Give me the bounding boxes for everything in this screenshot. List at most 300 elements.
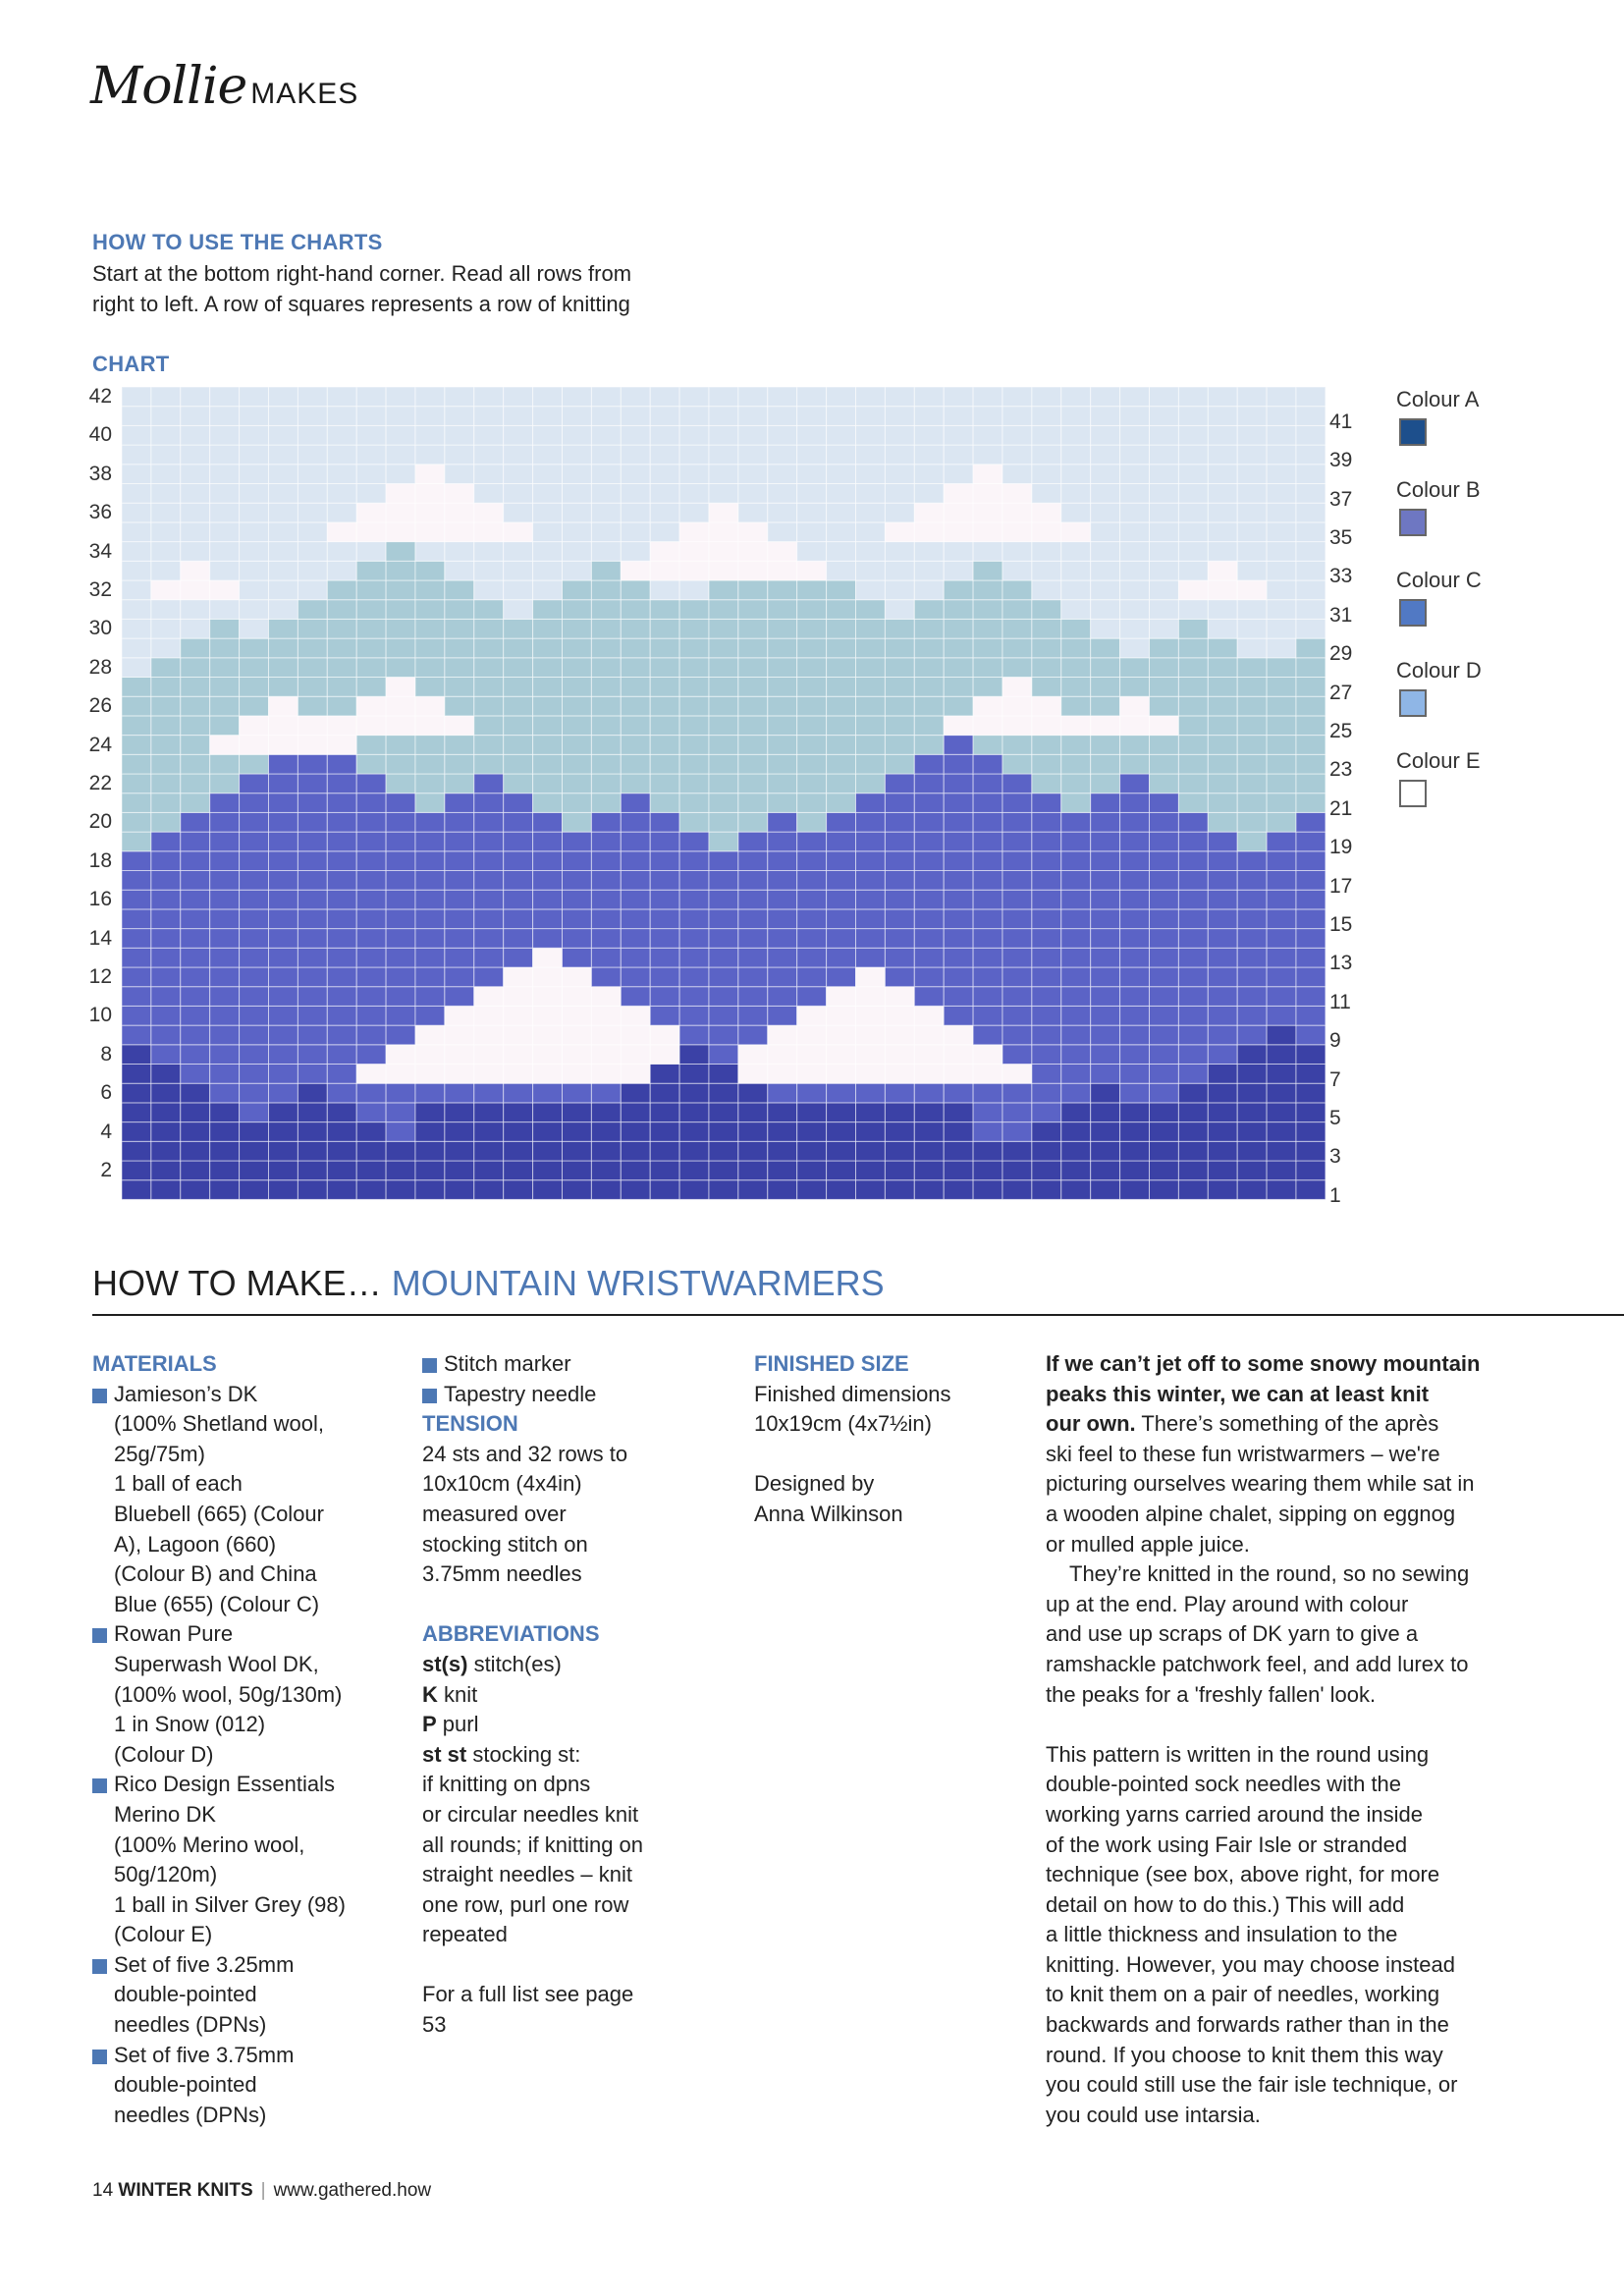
chart-cell bbox=[327, 929, 356, 949]
chart-cell bbox=[445, 1180, 474, 1200]
chart-cell bbox=[474, 1065, 504, 1084]
chart-cell bbox=[1296, 987, 1326, 1007]
chart-cell bbox=[944, 987, 973, 1007]
how-to-text bbox=[92, 258, 631, 319]
chart-cell bbox=[944, 793, 973, 813]
chart-cell bbox=[621, 890, 650, 909]
chart-cell bbox=[1002, 1141, 1032, 1161]
chart-cell bbox=[1120, 1141, 1150, 1161]
chart-cell bbox=[709, 638, 738, 658]
chart-cell bbox=[356, 890, 386, 909]
chart-cell bbox=[914, 484, 944, 504]
chart-cell bbox=[1002, 619, 1032, 638]
chart-cell bbox=[181, 484, 210, 504]
chart-cell bbox=[269, 580, 298, 600]
row-label-right: 31 bbox=[1329, 603, 1353, 627]
chart-cell bbox=[445, 948, 474, 967]
chart-cell bbox=[1237, 1006, 1267, 1025]
chart-cell bbox=[1120, 658, 1150, 678]
chart-cell bbox=[914, 1083, 944, 1103]
chart-cell bbox=[885, 987, 914, 1007]
chart-cell bbox=[1120, 871, 1150, 891]
chart-cell bbox=[1296, 736, 1326, 755]
chart-cell bbox=[650, 1025, 679, 1045]
chart-cell bbox=[1237, 716, 1267, 736]
chart-cell bbox=[1267, 754, 1296, 774]
chart-cell bbox=[151, 465, 181, 484]
chart-cell bbox=[1237, 387, 1267, 407]
chart-cell bbox=[269, 542, 298, 562]
chart-cell bbox=[944, 638, 973, 658]
row-label-left: 18 bbox=[88, 848, 112, 872]
chart-cell bbox=[1120, 909, 1150, 929]
chart-cell bbox=[914, 1161, 944, 1180]
chart-cell bbox=[1296, 542, 1326, 562]
chart-cell bbox=[827, 580, 856, 600]
chart-cell bbox=[1120, 832, 1150, 851]
chart-cell bbox=[679, 774, 709, 793]
chart-cell bbox=[1120, 522, 1150, 542]
chart-cell bbox=[709, 812, 738, 832]
chart-cell bbox=[356, 1025, 386, 1045]
chart-cell bbox=[856, 445, 886, 465]
chart-cell bbox=[797, 736, 827, 755]
chart-cell bbox=[1178, 1083, 1208, 1103]
row-label-left: 30 bbox=[88, 617, 112, 640]
chart-cell bbox=[679, 736, 709, 755]
chart-cell bbox=[738, 522, 768, 542]
chart-cell bbox=[1178, 948, 1208, 967]
chart-cell bbox=[269, 1045, 298, 1065]
chart-cell bbox=[445, 387, 474, 407]
chart-cell bbox=[181, 754, 210, 774]
chart-cell bbox=[709, 1006, 738, 1025]
chart-cell bbox=[1178, 580, 1208, 600]
chart-cell bbox=[269, 1006, 298, 1025]
chart-cell bbox=[327, 1065, 356, 1084]
chart-cell bbox=[1002, 987, 1032, 1007]
chart-cell bbox=[885, 909, 914, 929]
chart-cell bbox=[1267, 445, 1296, 465]
chart-cell bbox=[1150, 696, 1179, 716]
chart-cell bbox=[474, 522, 504, 542]
chart-cell bbox=[709, 1141, 738, 1161]
chart-cell bbox=[210, 503, 240, 522]
chart-cell bbox=[356, 774, 386, 793]
chart-cell bbox=[1237, 812, 1267, 832]
chart-cell bbox=[679, 1045, 709, 1065]
chart-cell bbox=[885, 793, 914, 813]
chart-cell bbox=[621, 929, 650, 949]
chart-cell bbox=[1032, 561, 1061, 580]
chart-cell bbox=[240, 1141, 269, 1161]
chart-cell bbox=[269, 736, 298, 755]
chart-cell bbox=[151, 425, 181, 445]
intro-line: detail on how to do this.) This will add bbox=[1046, 1891, 1405, 1917]
chart-cell bbox=[210, 522, 240, 542]
chart-cell bbox=[181, 736, 210, 755]
chart-cell bbox=[856, 600, 886, 620]
chart-cell bbox=[504, 600, 533, 620]
chart-cell bbox=[1178, 716, 1208, 736]
chart-cell bbox=[1061, 909, 1091, 929]
chart-cell bbox=[1002, 774, 1032, 793]
chart-cell bbox=[679, 619, 709, 638]
chart-cell bbox=[1091, 580, 1120, 600]
chart-cell bbox=[621, 619, 650, 638]
chart-cell bbox=[563, 1045, 592, 1065]
chart-cell bbox=[738, 658, 768, 678]
chart-cell bbox=[973, 1122, 1002, 1142]
legend-item bbox=[1396, 387, 1479, 446]
chart-cell bbox=[356, 716, 386, 736]
chart-cell bbox=[1296, 812, 1326, 832]
chart-cell bbox=[738, 1161, 768, 1180]
chart-cell bbox=[240, 542, 269, 562]
legend-item bbox=[1396, 568, 1482, 627]
chart-cell bbox=[621, 736, 650, 755]
chart-cell bbox=[856, 754, 886, 774]
chart-cell bbox=[415, 987, 445, 1007]
chart-cell bbox=[504, 1065, 533, 1084]
chart-cell bbox=[1032, 580, 1061, 600]
chart-cell bbox=[621, 871, 650, 891]
chart-cell bbox=[679, 1122, 709, 1142]
chart-cell bbox=[1296, 678, 1326, 697]
chart-cell bbox=[1208, 812, 1237, 832]
chart-cell bbox=[151, 522, 181, 542]
chart-cell bbox=[885, 425, 914, 445]
chart-cell bbox=[181, 600, 210, 620]
chart-cell bbox=[1178, 1006, 1208, 1025]
chart-cell bbox=[914, 736, 944, 755]
title-rule bbox=[92, 1314, 1624, 1316]
chart-cell bbox=[269, 484, 298, 504]
chart-cell bbox=[563, 1065, 592, 1084]
chart-cell bbox=[738, 678, 768, 697]
chart-cell bbox=[386, 425, 415, 445]
chart-cell bbox=[914, 1045, 944, 1065]
chart-cell bbox=[768, 542, 797, 562]
chart-cell bbox=[679, 1006, 709, 1025]
chart-cell bbox=[768, 871, 797, 891]
chart-cell bbox=[621, 948, 650, 967]
chart-cell bbox=[856, 736, 886, 755]
chart-cell bbox=[650, 425, 679, 445]
chart-cell bbox=[1091, 716, 1120, 736]
row-label-right: 39 bbox=[1329, 449, 1353, 472]
chart-cell bbox=[181, 774, 210, 793]
chart-cell bbox=[885, 445, 914, 465]
chart-cell bbox=[327, 1045, 356, 1065]
chart-cell bbox=[240, 948, 269, 967]
chart-cell bbox=[1091, 812, 1120, 832]
chart-cell bbox=[210, 929, 240, 949]
chart-cell bbox=[533, 1083, 563, 1103]
chart-cell bbox=[768, 465, 797, 484]
chart-cell bbox=[356, 542, 386, 562]
chart-cell bbox=[591, 1045, 621, 1065]
chart-cell bbox=[827, 967, 856, 987]
chart-cell bbox=[1267, 484, 1296, 504]
chart-cell bbox=[1296, 638, 1326, 658]
chart-cell bbox=[386, 929, 415, 949]
chart-cell bbox=[269, 1122, 298, 1142]
chart-cell bbox=[856, 1141, 886, 1161]
material-line: Set of five 3.25mm bbox=[114, 1951, 295, 1977]
chart-cell bbox=[1061, 871, 1091, 891]
chart-cell bbox=[944, 561, 973, 580]
chart-cell bbox=[797, 909, 827, 929]
chart-cell bbox=[621, 542, 650, 562]
chart-cell bbox=[914, 1103, 944, 1122]
chart-cell bbox=[914, 967, 944, 987]
chart-cell bbox=[1091, 1180, 1120, 1200]
chart-cell bbox=[269, 619, 298, 638]
chart-cell bbox=[474, 1122, 504, 1142]
chart-cell bbox=[327, 484, 356, 504]
chart-cell bbox=[973, 407, 1002, 426]
chart-cell bbox=[738, 909, 768, 929]
chart-cell bbox=[1150, 948, 1179, 967]
chart-cell bbox=[504, 484, 533, 504]
chart-cell bbox=[1178, 465, 1208, 484]
chart-cell bbox=[1237, 696, 1267, 716]
chart-cell bbox=[1178, 561, 1208, 580]
chart-cell bbox=[709, 600, 738, 620]
chart-cell bbox=[386, 774, 415, 793]
intro-lead: peaks this winter, we can at least knit bbox=[1046, 1381, 1430, 1406]
chart-cell bbox=[298, 580, 327, 600]
chart-cell bbox=[827, 871, 856, 891]
website-link[interactable]: www.gathered.how bbox=[273, 2180, 432, 2201]
chart-cell bbox=[240, 638, 269, 658]
chart-cell bbox=[885, 465, 914, 484]
chart-cell bbox=[122, 658, 151, 678]
chart-cell bbox=[563, 909, 592, 929]
abbr-line: if knitting on dpns bbox=[422, 1772, 591, 1797]
chart-cell bbox=[1150, 736, 1179, 755]
chart-cell bbox=[827, 948, 856, 967]
chart-cell bbox=[1237, 407, 1267, 426]
chart-cell bbox=[269, 407, 298, 426]
abbr-line: repeated bbox=[422, 1922, 508, 1947]
chart-cell bbox=[386, 1006, 415, 1025]
chart-cell bbox=[181, 929, 210, 949]
chart-cell bbox=[1120, 1122, 1150, 1142]
chart-cell bbox=[210, 580, 240, 600]
chart-cell bbox=[650, 542, 679, 562]
chart-cell bbox=[1208, 967, 1237, 987]
chart-cell bbox=[1032, 851, 1061, 871]
chart-cell bbox=[504, 1180, 533, 1200]
chart-cell bbox=[298, 929, 327, 949]
chart-cell bbox=[1237, 754, 1267, 774]
intro-line: you could still use the fair isle technique, or bbox=[1046, 2072, 1458, 2098]
chart-cell bbox=[856, 1045, 886, 1065]
chart-cell bbox=[474, 754, 504, 774]
brand-script: Mollie bbox=[90, 57, 247, 116]
chart-cell bbox=[827, 425, 856, 445]
chart-cell bbox=[591, 1065, 621, 1084]
chart-cell bbox=[445, 1083, 474, 1103]
chart-cell bbox=[591, 678, 621, 697]
chart-cell bbox=[240, 1161, 269, 1180]
chart-cell bbox=[856, 465, 886, 484]
chart-cell bbox=[1208, 851, 1237, 871]
chart-cell bbox=[1208, 909, 1237, 929]
chart-cell bbox=[533, 542, 563, 562]
chart-cell bbox=[679, 851, 709, 871]
material-item: Stitch marker bbox=[422, 1349, 717, 1380]
chart-cell bbox=[591, 967, 621, 987]
chart-cell bbox=[327, 658, 356, 678]
chart-cell bbox=[386, 1025, 415, 1045]
chart-cell bbox=[591, 716, 621, 736]
chart-cell bbox=[415, 871, 445, 891]
chart-cell bbox=[973, 1161, 1002, 1180]
chart-cell bbox=[356, 1065, 386, 1084]
chart-cell bbox=[797, 1045, 827, 1065]
chart-cell bbox=[563, 600, 592, 620]
chart-cell bbox=[474, 1006, 504, 1025]
chart-cell bbox=[533, 638, 563, 658]
chart-cell bbox=[415, 561, 445, 580]
chart-cell bbox=[973, 561, 1002, 580]
row-label-left: 4 bbox=[100, 1120, 112, 1143]
chart-cell bbox=[1237, 503, 1267, 522]
chart-cell bbox=[621, 793, 650, 813]
chart-cell bbox=[1296, 909, 1326, 929]
chart-cell bbox=[1002, 1180, 1032, 1200]
chart-cell bbox=[474, 1103, 504, 1122]
chart-cell bbox=[386, 909, 415, 929]
chart-cell bbox=[768, 484, 797, 504]
chart-cell bbox=[210, 1180, 240, 1200]
chart-cell bbox=[298, 1103, 327, 1122]
chart-cell bbox=[797, 484, 827, 504]
chart-cell bbox=[181, 1122, 210, 1142]
chart-cell bbox=[1061, 387, 1091, 407]
legend-label: Colour C bbox=[1396, 568, 1482, 592]
chart-cell bbox=[1150, 600, 1179, 620]
chart-cell bbox=[679, 967, 709, 987]
material-line: double-pointed bbox=[114, 2072, 257, 2098]
chart-cell bbox=[474, 503, 504, 522]
page-number: 14 bbox=[92, 2180, 114, 2201]
chart-cell bbox=[563, 484, 592, 504]
chart-cell bbox=[1150, 561, 1179, 580]
chart-cell bbox=[504, 948, 533, 967]
chart-cell bbox=[856, 1025, 886, 1045]
chart-cell bbox=[768, 407, 797, 426]
chart-cell bbox=[210, 754, 240, 774]
chart-cell bbox=[122, 484, 151, 504]
chart-cell bbox=[240, 580, 269, 600]
chart-cell bbox=[827, 387, 856, 407]
chart-cell bbox=[621, 1161, 650, 1180]
chart-cell bbox=[1002, 793, 1032, 813]
chart-cell bbox=[1032, 503, 1061, 522]
tension-line: 24 sts and 32 rows to bbox=[422, 1441, 628, 1466]
chart-cell bbox=[563, 948, 592, 967]
material-item bbox=[92, 2041, 387, 2131]
chart-cell bbox=[474, 1180, 504, 1200]
chart-cell bbox=[1091, 445, 1120, 465]
chart-cell bbox=[445, 1103, 474, 1122]
chart-cell bbox=[533, 736, 563, 755]
chart-cell bbox=[944, 580, 973, 600]
chart-cell bbox=[885, 1122, 914, 1142]
chart-cell bbox=[298, 987, 327, 1007]
chart-cell bbox=[827, 678, 856, 697]
chart-cell bbox=[827, 465, 856, 484]
chart-cell bbox=[474, 832, 504, 851]
chart-cell bbox=[386, 851, 415, 871]
chart-cell bbox=[591, 465, 621, 484]
chart-cell bbox=[973, 967, 1002, 987]
chart-cell bbox=[709, 387, 738, 407]
chart-cell bbox=[827, 658, 856, 678]
chart-cell bbox=[1178, 1025, 1208, 1045]
chart-cell bbox=[504, 1045, 533, 1065]
chart-cell bbox=[738, 1025, 768, 1045]
chart-cell bbox=[298, 619, 327, 638]
chart-cell bbox=[1267, 1006, 1296, 1025]
chart-cell bbox=[973, 736, 1002, 755]
chart-cell bbox=[298, 851, 327, 871]
chart-cell bbox=[1150, 967, 1179, 987]
chart-cell bbox=[533, 1045, 563, 1065]
chart-cell bbox=[973, 774, 1002, 793]
chart-cell bbox=[1032, 1025, 1061, 1045]
chart-cell bbox=[1120, 1025, 1150, 1045]
chart-cell bbox=[151, 561, 181, 580]
chart-cell bbox=[1208, 832, 1237, 851]
chart-cell bbox=[151, 987, 181, 1007]
chart-cell bbox=[738, 445, 768, 465]
chart-cell bbox=[914, 619, 944, 638]
chart-cell bbox=[650, 1141, 679, 1161]
chart-cell bbox=[709, 774, 738, 793]
chart-cell bbox=[327, 774, 356, 793]
chart-cell bbox=[1002, 909, 1032, 929]
chart-cell bbox=[386, 1141, 415, 1161]
brand-logo bbox=[90, 57, 358, 116]
chart-cell bbox=[240, 1103, 269, 1122]
chart-cell bbox=[327, 1103, 356, 1122]
chart-cell bbox=[679, 580, 709, 600]
chart-cell bbox=[1120, 445, 1150, 465]
chart-cell bbox=[415, 465, 445, 484]
chart-cell bbox=[327, 754, 356, 774]
chart-cell bbox=[386, 1122, 415, 1142]
chart-cell bbox=[885, 871, 914, 891]
chart-cell bbox=[356, 987, 386, 1007]
chart-cell bbox=[768, 522, 797, 542]
chart-cell bbox=[914, 425, 944, 445]
chart-cell bbox=[504, 619, 533, 638]
chart-cell bbox=[914, 407, 944, 426]
material-item bbox=[92, 1770, 387, 1950]
intro-line: They’re knitted in the round, so no sewing bbox=[1069, 1561, 1470, 1587]
chart-cell bbox=[768, 754, 797, 774]
chart-heading: CHART bbox=[92, 352, 170, 376]
chart-cell bbox=[944, 1006, 973, 1025]
chart-cell bbox=[591, 445, 621, 465]
chart-cell bbox=[797, 445, 827, 465]
chart-cell bbox=[768, 812, 797, 832]
